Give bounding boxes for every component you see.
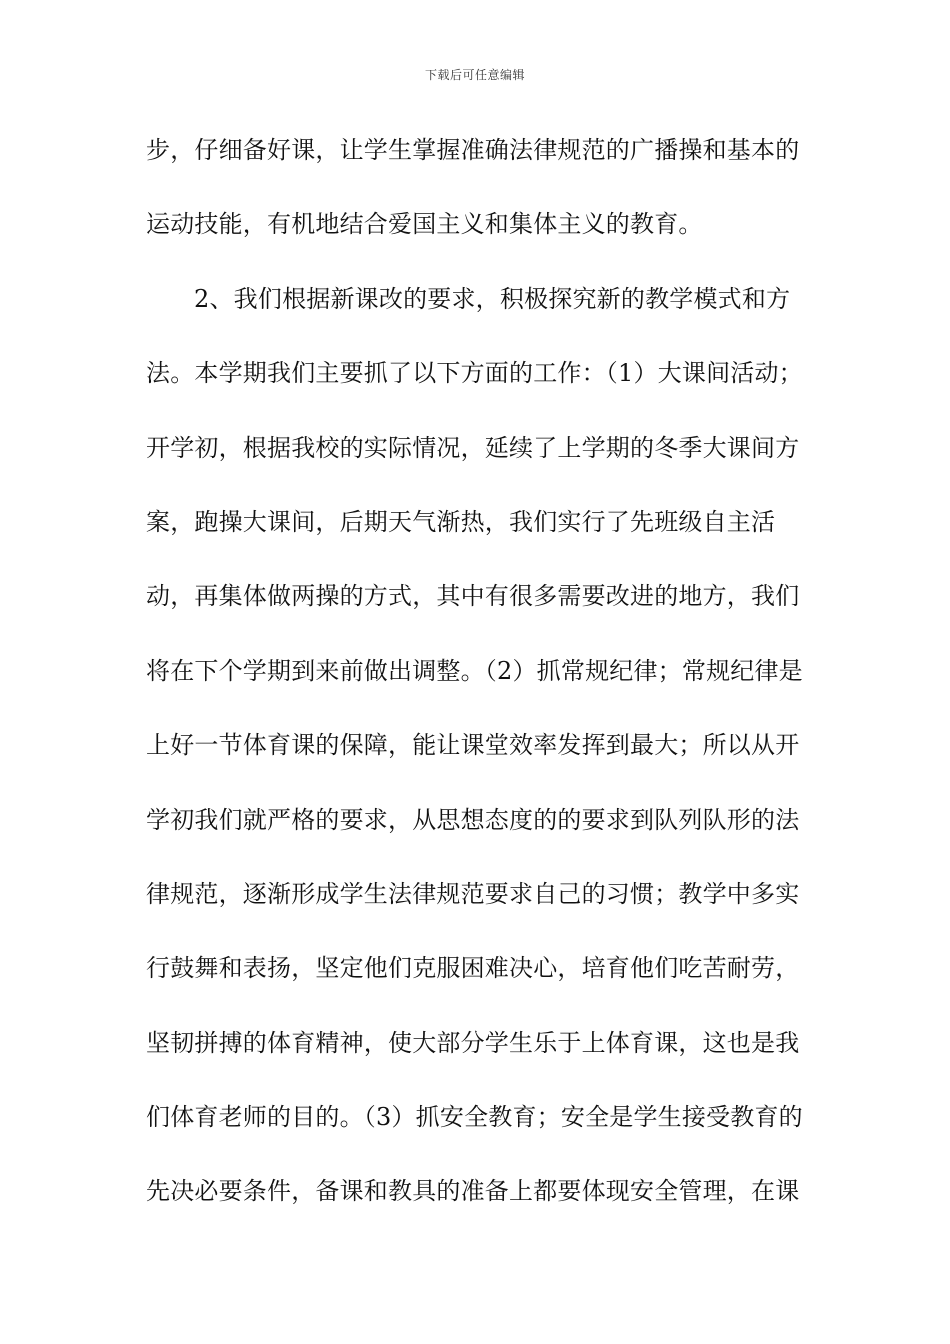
text-line: 法。本学期我们主要抓了以下方面的工作：（1）大课间活动； <box>146 359 803 388</box>
document-body <box>146 130 816 1246</box>
text-line: 运动技能，有机地结合爱国主义和集体主义的教育。 <box>146 210 703 239</box>
text-line: 行鼓舞和表扬，坚定他们克服困难决心，培育他们吃苦耐劳， <box>146 954 800 983</box>
page-header: 下载后可任意编辑 <box>424 68 525 82</box>
text-line: 开学初，根据我校的实际情况，延续了上学期的冬季大课间方 <box>146 433 800 462</box>
text-line: 将在下个学期到来前做出调整。（2）抓常规纪律；常规纪律是 <box>146 656 803 685</box>
text-line: 步，仔细备好课，让学生掌握准确法律规范的广播操和基本的 <box>146 136 800 164</box>
text-line: 学初我们就严格的要求，从思想态度的的要求到队列队形的法 <box>146 805 800 834</box>
text-line: 坚韧拼搏的体育精神，使大部分学生乐于上体育课，这也是我 <box>146 1028 800 1057</box>
text-line: 律规范，逐渐形成学生法律规范要求自己的习惯；教学中多实 <box>146 879 800 908</box>
text-line: 上好一节体育课的保障，能让课堂效率发挥到最大；所以从开 <box>146 731 800 760</box>
text-line: 们体育老师的目的。（3）抓安全教育；安全是学生接受教育的 <box>146 1103 803 1132</box>
text-line: 动，再集体做两操的方式，其中有很多需要改进的地方，我们 <box>146 582 800 611</box>
paragraph-start-line: 2、我们根据新课改的要求，积极探究新的教学模式和方 <box>194 284 791 313</box>
text-line: 案，跑操大课间，后期天气渐热，我们实行了先班级自主活 <box>146 507 776 536</box>
text-line: 先决必要条件，备课和教具的准备上都要体现安全管理，在课 <box>146 1177 800 1206</box>
